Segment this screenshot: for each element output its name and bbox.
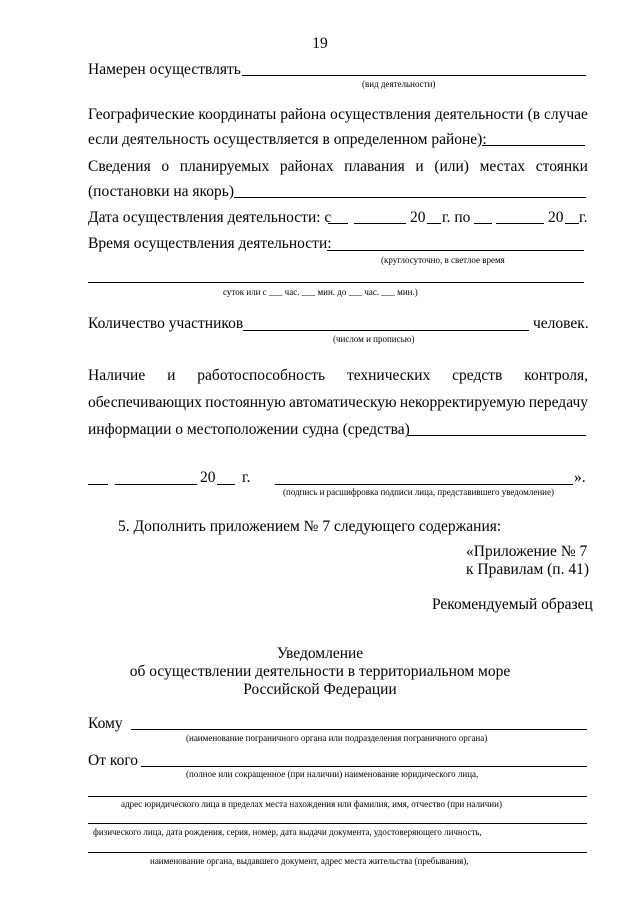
participants-label: Количество участников — [88, 315, 244, 332]
tech-word: передачу — [528, 394, 588, 411]
time-line — [327, 250, 584, 251]
coords-line1 — [88, 107, 588, 123]
from-line — [141, 766, 587, 767]
sign-close: ». — [574, 469, 586, 486]
coords-word: (в — [527, 106, 541, 123]
date-year2: 20 — [548, 209, 564, 226]
date-yy2-line — [565, 223, 579, 224]
tech-word: некорректируемую — [399, 394, 526, 411]
tech-word: постоянную — [205, 394, 286, 411]
sail-word: и — [415, 158, 424, 175]
from-line4 — [88, 852, 587, 853]
time-hint: (круглосуточно, в светлое время — [381, 255, 505, 265]
sail-word: планируемых — [179, 158, 270, 175]
date-month1-line — [354, 223, 406, 224]
coords-word: района — [280, 106, 327, 123]
time-label: Время осуществления деятельности: — [88, 235, 332, 252]
page-number: 19 — [312, 35, 328, 52]
tech-line1 — [88, 368, 588, 384]
from-hint3: физического лица, дата рождения, серия, номер, дата выдачи документа, удостоверяющего личность, — [93, 827, 482, 837]
tech-word: автоматическую — [288, 394, 397, 411]
time-line2 — [88, 282, 584, 283]
coords-word: деятельности — [434, 106, 524, 123]
sign-g: г. — [242, 469, 251, 486]
sail-word: районах — [279, 158, 334, 175]
title-line1: Уведомление — [276, 645, 364, 662]
recommended-sample: Рекомендуемый образец — [432, 596, 593, 613]
sail-word: стоянки — [535, 158, 588, 175]
sign-day-line — [88, 484, 108, 485]
date-yy1-line — [427, 223, 441, 224]
time-hint2: суток или с ___ час. ___ мин. до ___ час. ___ мин.) — [223, 287, 418, 297]
coords-field-line — [482, 145, 585, 146]
sail-word: плавания — [344, 158, 405, 175]
participants-suffix: человек. — [533, 315, 589, 332]
tech-word: средств — [452, 367, 503, 384]
tech-word: обеспечивающих — [88, 394, 203, 411]
date-day2-line — [474, 223, 492, 224]
tech-line3: информации о местоположении судна (средства) — [88, 421, 410, 438]
sail-word: Сведения — [88, 158, 151, 175]
from-label: От кого — [88, 752, 139, 769]
date-label: Дата осуществления деятельности: с — [88, 209, 332, 226]
activity-line — [242, 75, 586, 76]
to-line — [131, 729, 587, 730]
tech-field-line — [408, 435, 586, 436]
item5-text: 5. Дополнить приложением № 7 следующего содержания: — [118, 518, 502, 535]
signature-line — [275, 484, 573, 485]
activity-hint: (вид деятельности) — [362, 79, 436, 89]
from-line2 — [88, 796, 587, 797]
coords-word: Географические — [88, 106, 195, 123]
coords-word: координаты — [198, 106, 277, 123]
coords-line2: если деятельность осуществляется в определенном районе): — [88, 131, 487, 148]
sign-month-line — [115, 484, 197, 485]
date-day1-line — [328, 223, 348, 224]
date-month2-line — [496, 223, 544, 224]
sail-line2: (постановки на якорь) — [88, 183, 235, 200]
sail-field-line — [234, 197, 586, 198]
tech-word: Наличие — [88, 367, 146, 384]
appendix-line1: «Приложение № 7 — [466, 543, 588, 560]
sign-yy-line — [217, 484, 235, 485]
title-line2: об осуществлении деятельности в территориальном море — [129, 663, 511, 680]
from-line3 — [88, 823, 587, 824]
tech-line2 — [88, 395, 588, 411]
to-label: Кому — [88, 715, 123, 732]
date-mid: г. по — [442, 209, 471, 226]
sail-word: о — [161, 158, 170, 175]
participants-hint: (числом и прописью) — [333, 334, 415, 344]
activity-label: Намерен осуществлять — [88, 61, 241, 78]
tech-word: технических — [346, 367, 431, 384]
appendix-line2: к Правилам (п. 41) — [466, 561, 590, 578]
from-hint4: наименование органа, выдавшего документ, адрес места жительства (пребывания), — [150, 856, 469, 866]
from-hint2: адрес юридического лица в пределах места нахождения или фамилия, имя, отчество (при наличии) — [121, 799, 502, 809]
date-year1: 20 — [410, 209, 426, 226]
coords-word: случае — [544, 106, 588, 123]
sail-word: местах — [479, 158, 526, 175]
sail-word: (или) — [434, 158, 469, 175]
date-end: г. — [579, 209, 588, 226]
sign-hint: (подпись и расшифровка подписи лица, представившего уведомление) — [283, 487, 554, 497]
tech-word: работоспособность — [197, 367, 326, 384]
from-hint1: (полное или сокращенное (при наличии) наименование юридического лица, — [186, 769, 479, 779]
coords-word: осуществления — [330, 106, 431, 123]
to-hint: (наименование пограничного органа или подразделения пограничного органа) — [186, 733, 488, 743]
title-line3: Российской Федерации — [243, 681, 397, 698]
sail-line1 — [88, 159, 588, 175]
participants-line — [243, 330, 529, 331]
sign-year: 20 — [200, 469, 216, 486]
tech-word: и — [167, 367, 176, 384]
tech-word: контроля, — [524, 367, 588, 384]
